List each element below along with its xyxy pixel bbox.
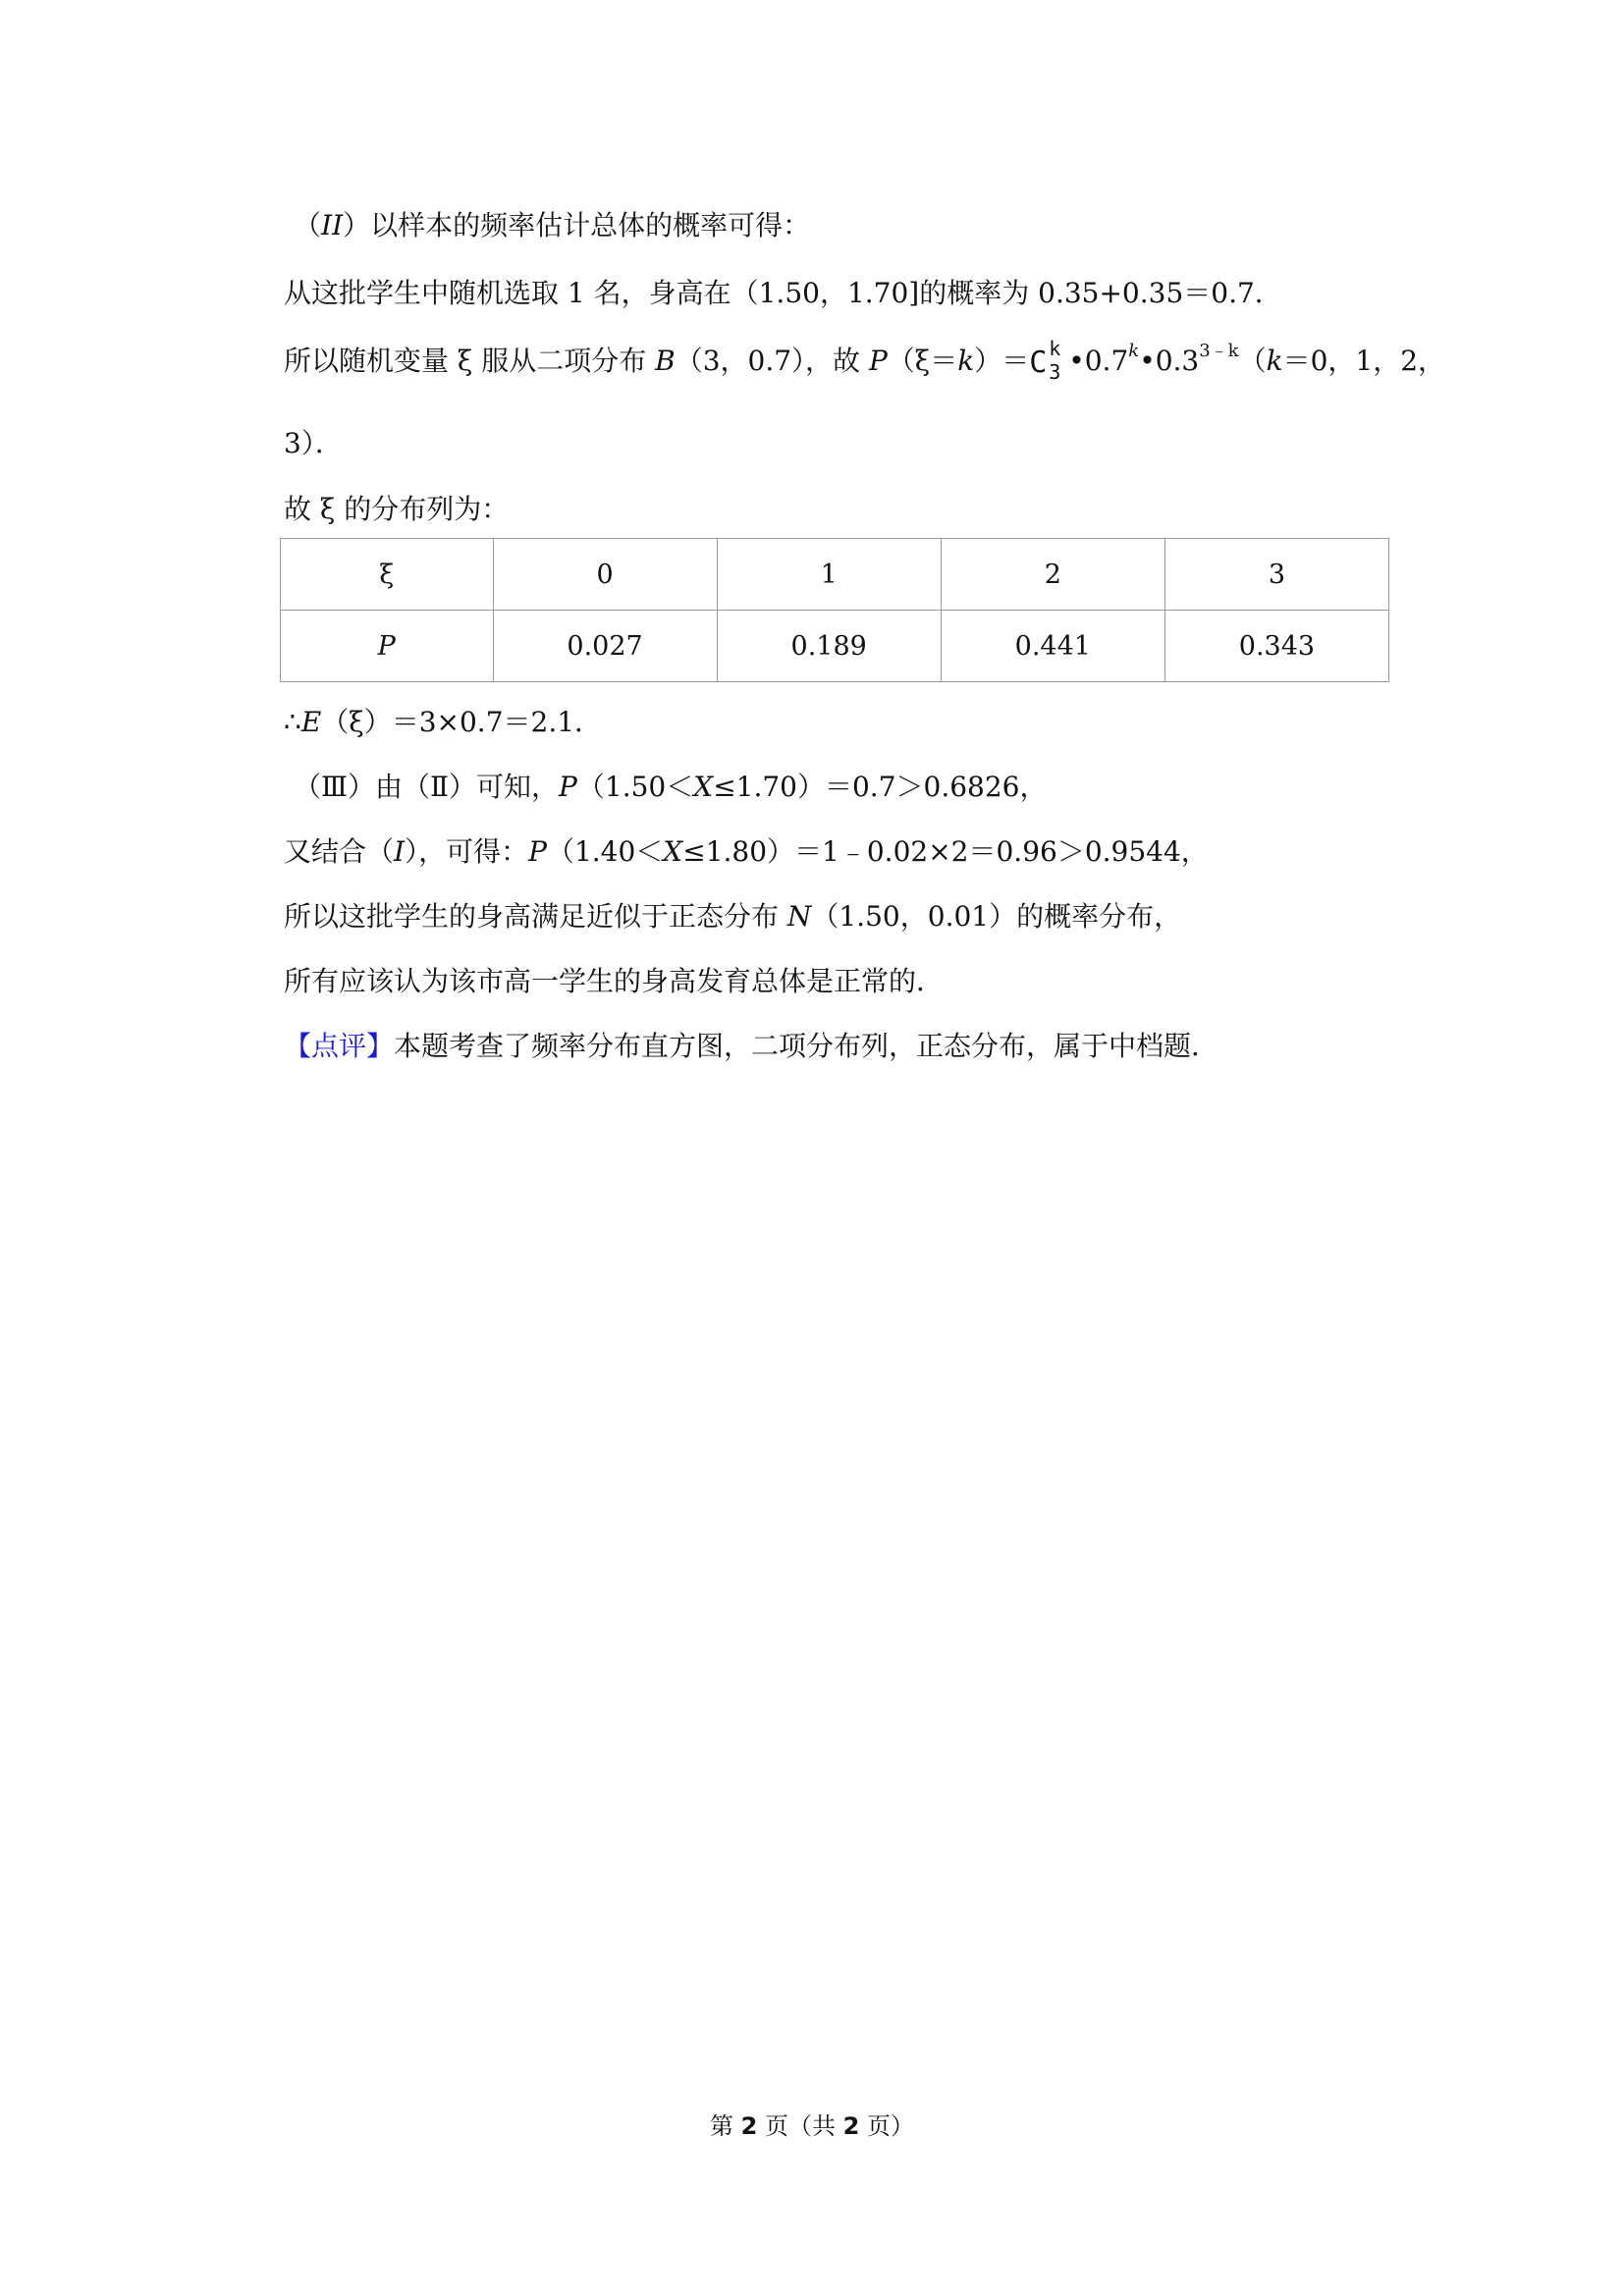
paragraph-binomial-formula-cont: 3）． [284,427,343,459]
table-header-cell: ξ [281,539,494,611]
paragraph-part-ii-intro: （II）以样本的频率估计总体的概率可得： [294,209,811,241]
table-row [281,539,1389,611]
paragraph-conclusion: 所有应该认为该市高一学生的身高发育总体是正常的． [284,965,945,997]
table-cell: 0.343 [1164,611,1388,682]
paragraph-comment: 【点评】本题考查了频率分布直方图，二项分布列，正态分布，属于中档题． [284,1030,1219,1062]
paragraph-distribution-intro: 故 ξ 的分布列为： [284,493,510,525]
paragraph-probability-range: 从这批学生中随机选取 1 名，身高在（1.50，1.70]的概率为 0.35+0.35＝0.7． [284,277,1282,309]
paragraph-normal-distribution: 所以这批学生的身高满足近似于正态分布 N（1.50，0.01）的概率分布， [284,900,1182,933]
table-header-cell: 3 [1164,539,1388,611]
table-header-cell: 1 [717,539,941,611]
table-header-cell: 2 [941,539,1164,611]
combination-formula-image: C k 3 [1029,337,1061,384]
table-cell: P [281,611,494,682]
page-footer: 第 2 页（共 2 页） [710,2112,914,2140]
table-cell: 0.027 [493,611,717,682]
comment-tag: 【点评】 [284,1030,395,1062]
paragraph-expectation: ∴E（ξ）＝3×0.7＝2.1． [284,706,603,738]
table-header-cell: 0 [493,539,717,611]
table-cell: 0.189 [717,611,941,682]
table-row [281,611,1389,682]
paragraph-binomial-formula: 所以随机变量 ξ 服从二项分布 B（3，0.7），故 P（ξ＝k）＝ C k 3 $•0.7^k•0.3^{3﹣k}(k=0$，1，2， [284,337,1446,384]
paragraph-combined-probability: 又结合（I），可得：P（1.40＜X≤1.80）＝1﹣0.02×2＝0.96＞0.9544， [284,835,1209,868]
distribution-table [280,538,1389,682]
table-cell: 0.441 [941,611,1164,682]
paragraph-part-iii: （Ⅲ）由（Ⅱ）可知，P（1.50＜X≤1.70）＝0.7＞0.6826， [294,771,1048,803]
